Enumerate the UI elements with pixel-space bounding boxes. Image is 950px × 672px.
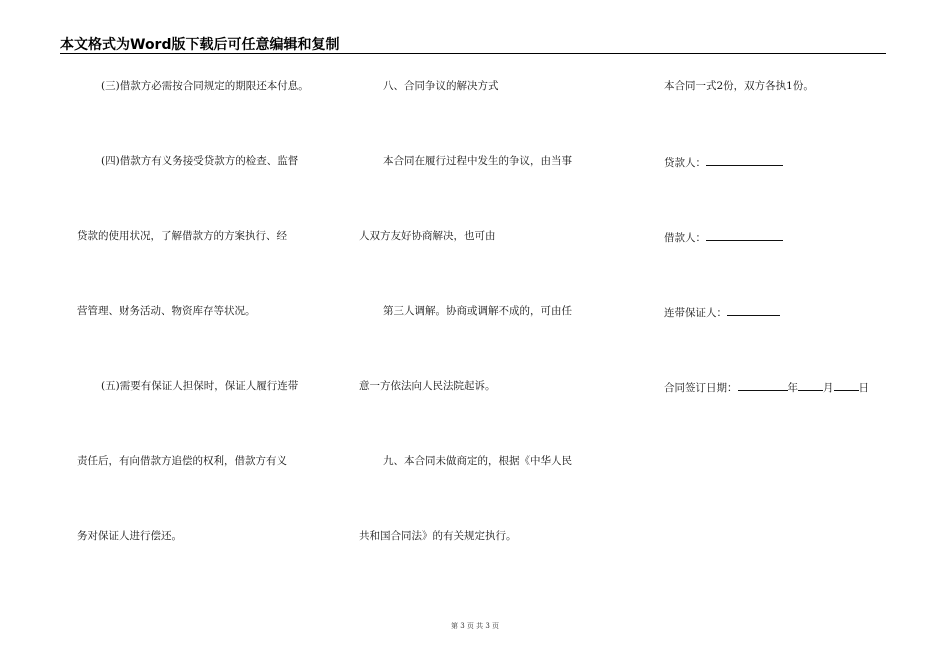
- day-blank: [834, 379, 859, 391]
- document-header: 本文格式为Word版下载后可任意编辑和复制: [60, 37, 340, 53]
- header-divider: [60, 53, 886, 54]
- year-blank: [738, 379, 788, 391]
- year-label: 年: [787, 382, 798, 394]
- borrower-signature-line: [664, 229, 783, 245]
- paragraph-line: 营管理、财务活动、物资库存等状况。: [77, 305, 256, 317]
- paragraph-line: 第三人调解。协商或调解不成的，可由任: [383, 305, 572, 317]
- paragraph-line: 责任后，有向借款方追偿的权利，借款方有义: [77, 455, 287, 467]
- paragraph-line: 共和国合同法》的有关规定执行。: [359, 530, 517, 542]
- copies-statement: 本合同一式2份，双方各执1份。: [664, 80, 814, 92]
- month-blank: [798, 379, 823, 391]
- guarantor-blank: [727, 304, 780, 316]
- paragraph-line: 贷款的使用状况，了解借款方的方案执行、经: [77, 230, 287, 242]
- lender-label: 贷款人：: [664, 157, 706, 169]
- lender-signature-line: [664, 154, 783, 170]
- guarantor-label: 连带保证人：: [664, 307, 727, 319]
- paragraph-line: 本合同在履行过程中发生的争议，由当事: [383, 155, 572, 167]
- borrower-label: 借款人：: [664, 232, 706, 244]
- paragraph-line: 人双方友好协商解决，也可由: [359, 230, 496, 242]
- paragraph-line: (五)需要有保证人担保时，保证人履行连带: [101, 380, 299, 392]
- lender-blank: [706, 154, 783, 166]
- borrower-blank: [706, 229, 783, 241]
- guarantor-signature-line: [664, 304, 780, 320]
- day-label: 日: [858, 382, 869, 394]
- section-heading: 九、本合同未做商定的，根据《中华人民: [383, 455, 572, 467]
- page-number: 第 3 页 共 3 页: [450, 622, 500, 630]
- paragraph-line: 意一方依法向人民法院起诉。: [359, 380, 496, 392]
- paragraph-line: (三)借款方必需按合同规定的期限还本付息。: [101, 80, 309, 92]
- date-label: 合同签订日期：: [664, 382, 738, 394]
- paragraph-line: (四)借款方有义务接受贷款方的检查、监督: [101, 155, 299, 167]
- month-label: 月: [823, 382, 834, 394]
- paragraph-line: 务对保证人进行偿还。: [77, 530, 182, 542]
- section-heading: 八、合同争议的解决方式: [383, 80, 499, 92]
- signing-date-line: [664, 379, 869, 395]
